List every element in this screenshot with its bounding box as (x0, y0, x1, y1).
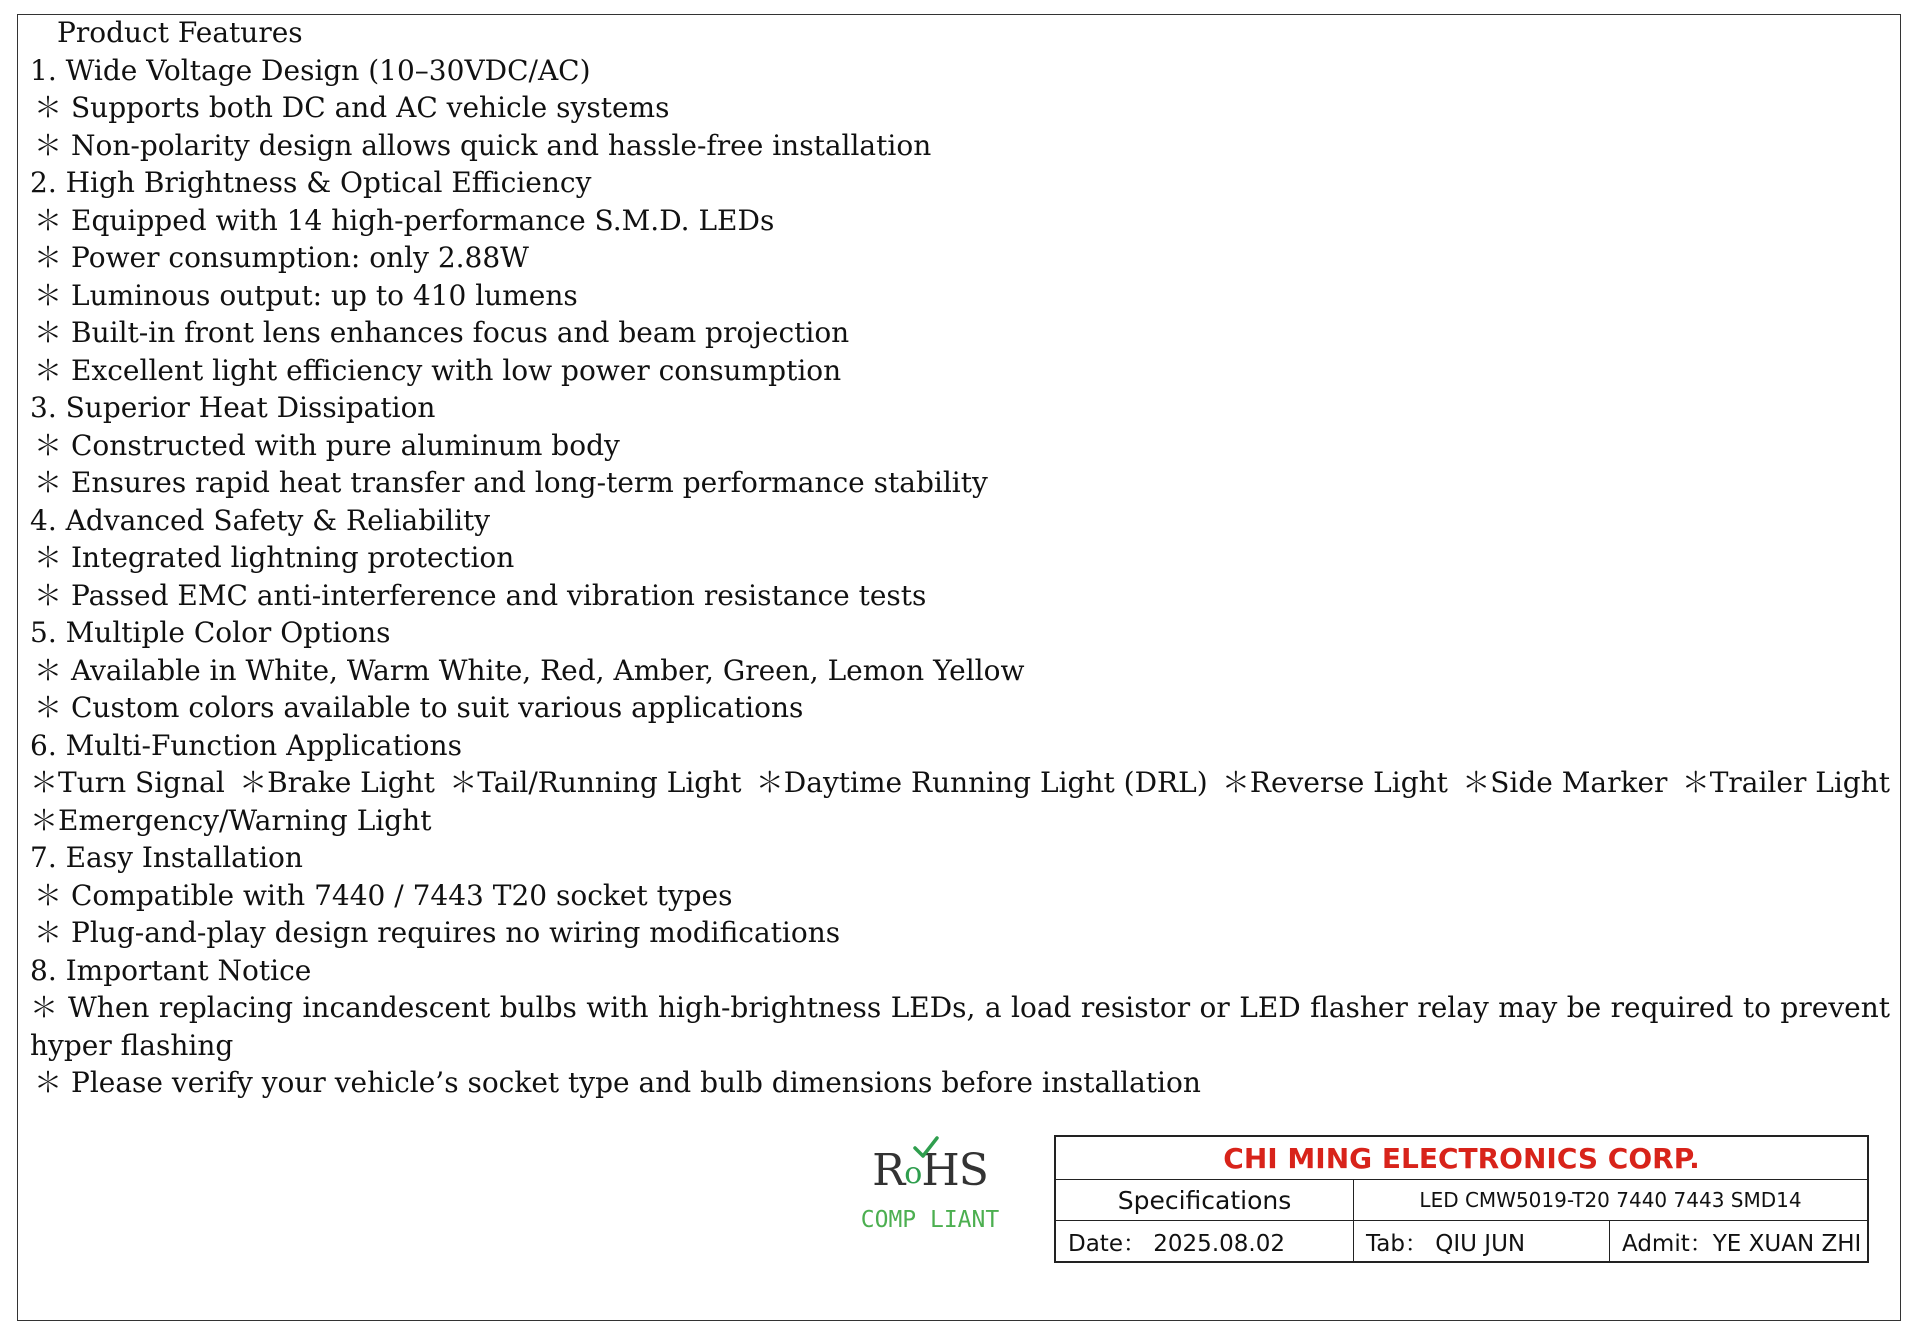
section-heading: 3. Superior Heat Dissipation (30, 391, 436, 424)
bullet-mark: ＊ (34, 653, 63, 687)
bullet-mark: ＊ (755, 766, 784, 799)
bullet-text: Custom colors available to suit various applications (71, 691, 804, 724)
admit-cell: Admit：YE XUAN ZHI (1622, 1230, 1862, 1257)
bullet-text: Built-in front lens enhances focus and beam projection (71, 316, 850, 349)
spec-label: Specifications (1056, 1180, 1354, 1220)
document-title: Product Features (57, 16, 303, 49)
rohs-mark (855, 1145, 1005, 1205)
rohs-letters-hs: HS (921, 1145, 988, 1196)
bullet-item (30, 352, 1890, 390)
bullet-mark: ＊ (34, 1066, 63, 1099)
section-heading: 7. Easy Installation (30, 841, 303, 874)
features-content (30, 14, 1890, 1102)
application-text: Brake Light (267, 766, 435, 799)
application-item (30, 802, 1890, 840)
bullet-mark: ＊ (1462, 766, 1491, 799)
bullet-item (30, 914, 1890, 952)
bullet-mark: ＊ (34, 241, 63, 274)
application-text: Emergency/Warning Light (58, 803, 432, 837)
bullet-mark: ＊ (30, 803, 59, 837)
bullet-mark: ＊ (30, 766, 59, 799)
application-text: Daytime Running Light (DRL) (783, 766, 1208, 799)
bullet-mark: ＊ (34, 541, 63, 574)
bullet-mark: ＊ (34, 128, 63, 162)
bullet-mark: ＊ (34, 691, 63, 724)
bullet-mark: ＊ (34, 578, 63, 612)
application-item (449, 764, 741, 802)
tab-cell: Tab： QIU JUN (1354, 1221, 1610, 1261)
bullet-mark: ＊ (34, 428, 63, 462)
application-item (1462, 764, 1667, 802)
date-cell: Date： 2025.08.02 (1056, 1221, 1354, 1261)
bullet-item (30, 314, 1890, 352)
applications-list (30, 764, 1890, 802)
bullet-mark: ＊ (34, 278, 63, 312)
application-item (1682, 764, 1890, 802)
bullet-mark: ＊ (34, 916, 63, 949)
bullet-text: Non-polarity design allows quick and hassle-free installation (71, 128, 932, 162)
bullet-mark: ＊ (34, 878, 63, 912)
rohs-logo (855, 1145, 1005, 1233)
bullet-item (30, 652, 1890, 690)
application-item (239, 764, 435, 802)
application-item (30, 764, 225, 802)
application-text: Trailer Light (1709, 766, 1890, 799)
bullet-mark: ＊ (34, 353, 63, 387)
bullet-item (30, 127, 1890, 165)
bullet-text: Integrated lightning protection (71, 541, 515, 574)
rohs-letter-r: R (872, 1145, 905, 1196)
bullet-text: Supports both DC and AC vehicle systems (71, 91, 670, 124)
bullet-text: Plug-and-play design requires no wiring modifications (71, 916, 841, 949)
section-heading: 5. Multiple Color Options (30, 616, 391, 649)
bullet-item (30, 202, 1890, 240)
bullet-mark: ＊ (34, 316, 63, 349)
bullet-text: Luminous output: up to 410 lumens (71, 278, 578, 312)
bullet-mark: ＊ (34, 203, 63, 237)
application-text: Side Marker (1490, 766, 1668, 799)
bullet-item (30, 539, 1890, 577)
bullet-text: Compatible with 7440 / 7443 T20 socket types (71, 878, 733, 912)
bullet-mark: ＊ (1681, 766, 1710, 799)
model-number: LED CMW5019-T20 7440 7443 SMD14 (1419, 1188, 1802, 1212)
application-item (756, 764, 1208, 802)
application-item (1222, 764, 1448, 802)
bullet-item (30, 427, 1890, 465)
bullet-mark: ＊ (239, 766, 268, 799)
spec-row (1056, 1179, 1867, 1220)
bullet-mark: ＊ (34, 91, 63, 124)
bullet-item (30, 1064, 1890, 1102)
section-heading: 4. Advanced Safety & Reliability (30, 503, 491, 537)
bullet-item (30, 989, 1890, 1064)
bullet-text: Ensures rapid heat transfer and long-term performance stability (71, 466, 988, 499)
bullet-text: Please verify your vehicle’s socket type and bulb dimensions before installation (71, 1066, 1201, 1099)
bullet-item (30, 277, 1890, 315)
bullet-item (30, 89, 1890, 127)
rohs-letter-o: o (904, 1156, 922, 1191)
approval-row (1056, 1220, 1867, 1261)
bullet-item (30, 689, 1890, 727)
bullet-mark: ＊ (34, 466, 63, 499)
bullet-text: Constructed with pure aluminum body (71, 428, 620, 462)
bullet-mark: ＊ (449, 766, 478, 799)
bullet-mark: ＊ (1221, 766, 1250, 799)
bullet-text: Excellent light efficiency with low power consumption (71, 353, 842, 387)
application-text: Turn Signal (58, 766, 225, 799)
rohs-subtitle: COMP LIANT (860, 1207, 1000, 1233)
bullet-mark: ＊ (30, 991, 59, 1024)
bullet-item (30, 877, 1890, 915)
bullet-text: Available in White, Warm White, Red, Amber, Green, Lemon Yellow (71, 653, 1025, 687)
bullet-text: Equipped with 14 high-performance S.M.D. LEDs (71, 203, 775, 237)
company-name: CHI MING ELECTRONICS CORP. (1223, 1141, 1700, 1175)
bullet-text: Power consumption: only 2.88W (71, 241, 529, 274)
bullet-item (30, 577, 1890, 615)
bullet-item (30, 239, 1890, 277)
section-heading: 1. Wide Voltage Design (10–30VDC/AC) (30, 53, 591, 87)
application-text: Tail/Running Light (477, 766, 742, 799)
application-text: Reverse Light (1249, 766, 1448, 799)
section-heading: 2. High Brightness & Optical Efficiency (30, 166, 592, 199)
bullet-item (30, 464, 1890, 502)
bullet-text: Passed EMC anti-interference and vibration resistance tests (71, 578, 927, 612)
section-heading: 6. Multi-Function Applications (30, 728, 462, 762)
section-heading: 8. Important Notice (30, 953, 312, 987)
bullet-text: When replacing incandescent bulbs with high-brightness LEDs, a load resistor or LED flasher relay may be required to prevent hyper flashing (30, 991, 1890, 1062)
spec-table (1054, 1135, 1869, 1263)
